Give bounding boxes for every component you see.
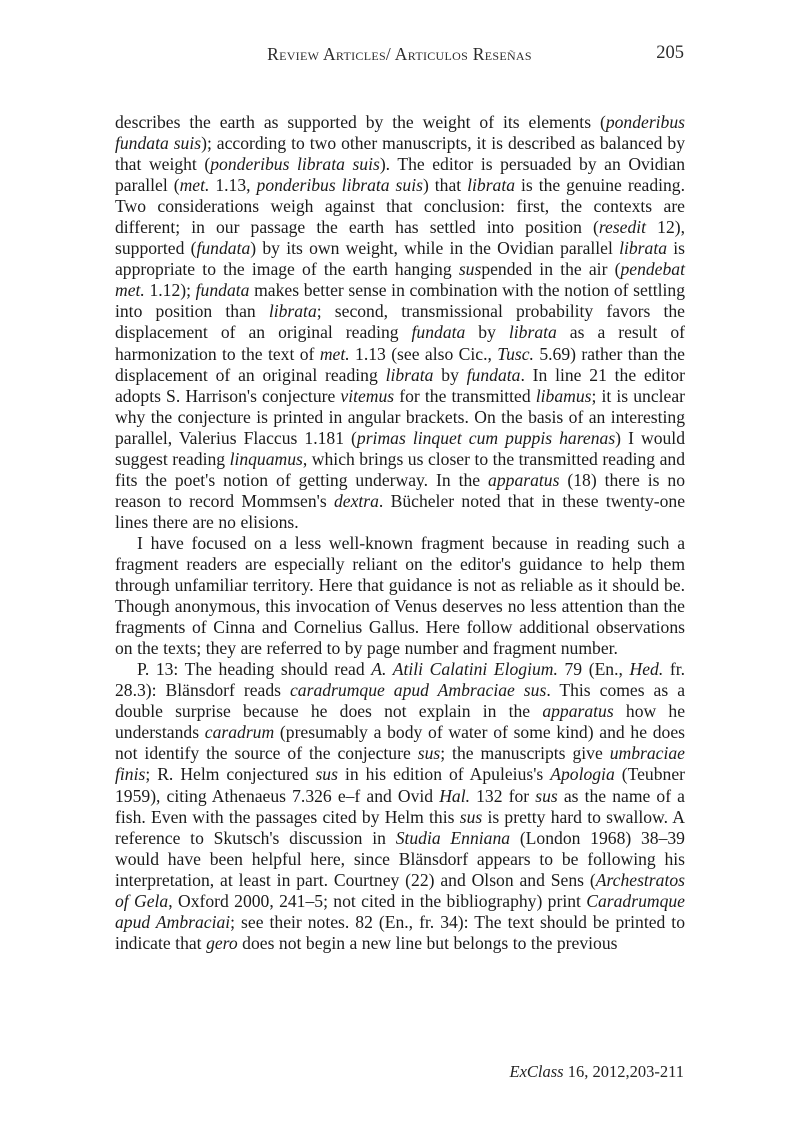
italic-term: met. <box>319 343 350 364</box>
paragraph-3: P. 13: The heading should read A. Atili Calatini Elogium. 79 (En., Hed. fr. 28.3): Blänsdorf reads caradrumque apud Ambraciae sus. This comes as a double surprise because he does not explain in the apparatus how he understands caradrum (presumably a body of water of some kind) and he does not identify the source of the conjecture sus; the manuscripts give umbraciae finis; R. Helm conjectured sus in his edition of Apuleius's Apologia (Teubner 1959), citing Athenaeus 7.326 e–f and Ovid Hal. 132 for sus as the name of a fish. Even with the passages cited by Helm this sus is pretty hard to swallow. A reference to Skutsch's discussion in Studia Enniana (London 1968) 38–39 would have been helpful here, since Blänsdorf appears to be following his interpretation, at least in part. Courtney (22) and Olson and Sens (Archestratos of Gela, Oxford 2000, 241–5; not cited in the bibliography) print Caradrumque apud Ambraciai; see their notes. 82 (En., fr. 34): The text should be printed to indicate that gero does not begin a new line but belongs to the previous <box>115 659 686 953</box>
journal-name: ExClass <box>509 1062 564 1081</box>
italic-term: resedit <box>598 217 647 238</box>
italic-term: sus <box>535 785 558 806</box>
italic-term: ponderibus librata suis <box>256 175 423 196</box>
italic-term: sus <box>458 259 482 280</box>
italic-term: ponderibus librata suis <box>210 154 380 175</box>
italic-term: fundata <box>195 280 250 301</box>
running-head-title: Review Articles/ Articulos Reseñas <box>267 44 532 64</box>
italic-term: A. Atili Calatini Elogium. <box>371 659 558 680</box>
italic-term: linquamus <box>229 448 303 469</box>
italic-term: pendebat met. <box>115 259 685 301</box>
italic-term: umbraciae finis <box>115 743 685 785</box>
italic-term: Caradrumque apud Ambraciai <box>115 890 685 932</box>
italic-term: Archestratos of Gela <box>115 869 685 911</box>
italic-term: ponderibus fundata suis <box>115 112 685 154</box>
italic-term: caradrum <box>204 722 275 743</box>
italic-term: sus <box>417 743 441 764</box>
italic-term: apparatus <box>488 469 560 490</box>
italic-term: librata <box>268 301 317 322</box>
italic-term: sus <box>459 806 483 827</box>
italic-term: gero <box>206 932 238 953</box>
italic-term: Apologia <box>550 764 615 785</box>
footer-citation <box>115 1062 684 1082</box>
italic-term: apparatus <box>542 701 614 722</box>
italic-term: Tusc. <box>497 343 534 364</box>
italic-term: Hal. <box>439 785 470 806</box>
italic-term: Studia Enniana <box>395 827 511 848</box>
running-head <box>115 44 684 68</box>
italic-term: libamus <box>535 385 592 406</box>
italic-term: librata <box>508 322 557 343</box>
italic-term: librata <box>467 175 516 196</box>
italic-term: caradrumque apud Ambraciae sus <box>290 680 547 701</box>
body-text-block <box>115 112 685 954</box>
paragraph-2: I have focused on a less well-known fragment because in reading such a fragment readers are especially reliant on the editor's guidance to help them through unfamiliar territory. Here that guidance is not as reliable as it should be. Though anonymous, this invocation of Venus deserves no less attention than the fragments of Cinna and Cornelius Gallus. Here follow additional observations on the texts; they are referred to by page number and fragment number. <box>115 532 685 659</box>
italic-term: dextra <box>333 490 379 511</box>
italic-term: librata <box>385 364 434 385</box>
italic-term: fundata <box>411 322 466 343</box>
italic-term: fundata <box>196 238 251 259</box>
italic-term: Hed. <box>629 659 664 680</box>
page-number: 205 <box>656 43 684 63</box>
italic-term: vitemus <box>340 385 395 406</box>
italic-term: primas linquet cum puppis harenas <box>356 427 616 448</box>
italic-term: met. <box>179 175 210 196</box>
italic-term: fundata <box>466 364 521 385</box>
italic-term: sus <box>315 764 338 785</box>
italic-term: librata <box>619 238 668 259</box>
journal-citation-detail: 16, 2012,203-211 <box>563 1062 684 1081</box>
paragraph-1: describes the earth as supported by the weight of its elements (ponderibus fundata suis); according to two other manuscripts, it is described as balanced by that weight (ponderibus librata suis). The editor is persuaded by an Ovidian parallel (met. 1.13, ponderibus librata suis) that librata is the genuine reading. Two considerations weigh against that conclusion: first, the contexts are different; in our passage the earth has settled into position (resedit 12), supported (fundata) by its own weight, while in the Ovidian parallel librata is appropriate to the image of the earth hanging suspended in the air (pendebat met. 1.12); fundata makes better sense in combination with the notion of settling into position than librata; second, transmissional probability favors the displacement of an original reading fundata by librata as a result of harmonization to the text of met. 1.13 (see also Cic., Tusc. 5.69) rather than the displacement of an original reading librata by fundata. In line 21 the editor adopts S. Harrison's conjecture vitemus for the transmitted libamus; it is unclear why the conjecture is printed in angular brackets. On the basis of an interesting parallel, Valerius Flaccus 1.181 (primas linquet cum puppis harenas) I would suggest reading linquamus, which brings us closer to the transmitted reading and fits the poet's notion of getting underway. In the apparatus (18) there is no reason to record Mommsen's dextra. Bücheler noted that in these twenty-one lines there are no elisions. <box>115 112 686 532</box>
